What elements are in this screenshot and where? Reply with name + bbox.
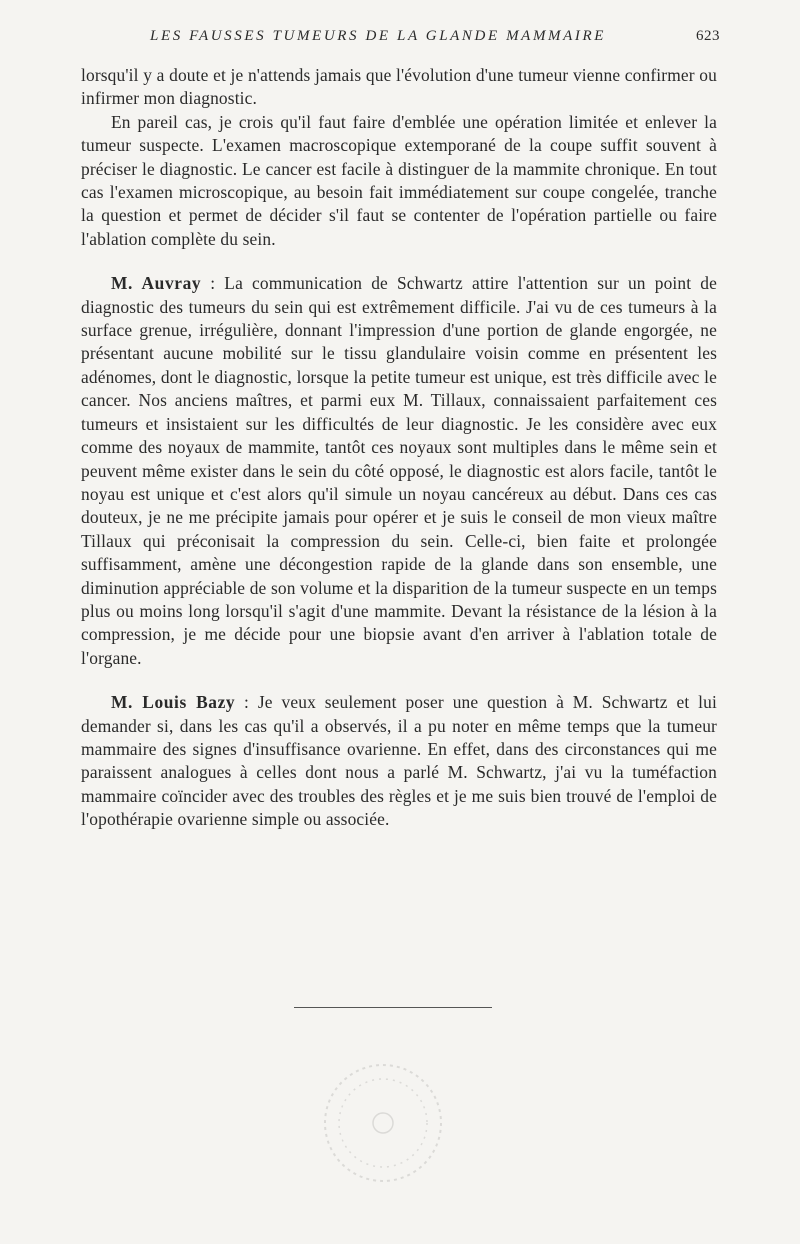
paragraph-text: : Je veux seulement poser une question à M. Schwartz et lui demander si, dans les cas qu'il a observés, il a pu noter en même temps que la tumeur mammaire des signes d'insuffisance ovarienne. En effet, dans des circonstances qui me paraissent analogues à celles dont nous a parlé M. Schwartz, j'ai vu la tuméfaction mammaire coïncider avec des troubles des règles et je me suis bien trouvé de l'emploi de l'opothérapie ovarienne simple ou associée. — [81, 692, 717, 830]
paragraph-text: : La communication de Schwartz attire l'attention sur un point de diagnostic des tumeurs du sein qui est extrêmement difficile. J'ai vu de ces tumeurs à la surface grenue, irrégulière, donnant l'impression d'une portion de glande engorgée, ne présentant aucune mobilité sur le tissu glandulaire voisin comme en présentent les adénomes, dont le diagnostic, lorsque la petite tumeur est unique, est très difficile avec le cancer. Nos anciens maîtres, et parmi eux M. Tillaux, connaissaient parfaitement ces tumeurs et insistaient sur les difficultés de leur diagnostic. Je les considère avec eux comme des noyaux de mammite, tantôt ces noyaux sont multiples dans le même sein et peuvent même exister dans le sein du côté opposé, le diagnostic est alors facile, tantôt le noyau est unique et c'est alors qu'il simule un noyau cancéreux au début. Dans ces cas douteux, je ne me précipite jamais pour opérer et je suis le conseil de mon vieux maître Tillaux qui préconisait la compression du sein. Celle-ci, bien faite et prolongée suffisamment, amène une décongestion rapide de la glande dans son ensemble, une diminution appréciable de son volume et la disparition de la tumeur suspecte en un temps plus ou moins long lorsqu'il s'agit d'une mammite. Devant la résistance de la lésion à la compression, je me décide pour une biopsie avant d'en arriver à l'ablation totale de l'organe. — [81, 273, 718, 668]
paragraph-opinion: En pareil cas, je crois qu'il faut faire d'emblée une opération limitée et enlever la tumeur suspecte. L'examen macroscopique extemporané de la coupe suffit souvent à préciser le diagnostic. Le cancer est facile à distinguer de la mammite chronique. En tout cas l'examen microscopique, au besoin fait immédiatement sur coupe congelée, tranche la question et permet de décider s'il faut se contenter de l'opération partielle ou faire l'ablation complète du sein. — [81, 111, 717, 249]
page-number: 623 — [696, 28, 720, 44]
body-text — [81, 64, 717, 832]
library-stamp-icon — [318, 1058, 448, 1188]
speaker-name: M. Louis Bazy — [111, 692, 236, 713]
running-header — [150, 28, 720, 48]
section-end-rule — [294, 1007, 492, 1008]
paragraph-continuation: lorsqu'il y a doute et je n'attends jamais que l'évolution d'une tumeur vienne confirmer ou infirmer mon diagnostic. — [81, 65, 717, 109]
running-title: LES FAUSSES TUMEURS DE LA GLANDE MAMMAIRE — [150, 28, 607, 44]
speaker-name: M. Auvray — [111, 273, 202, 294]
paragraph-bazy — [81, 691, 717, 831]
paragraph-auvray — [81, 272, 717, 670]
